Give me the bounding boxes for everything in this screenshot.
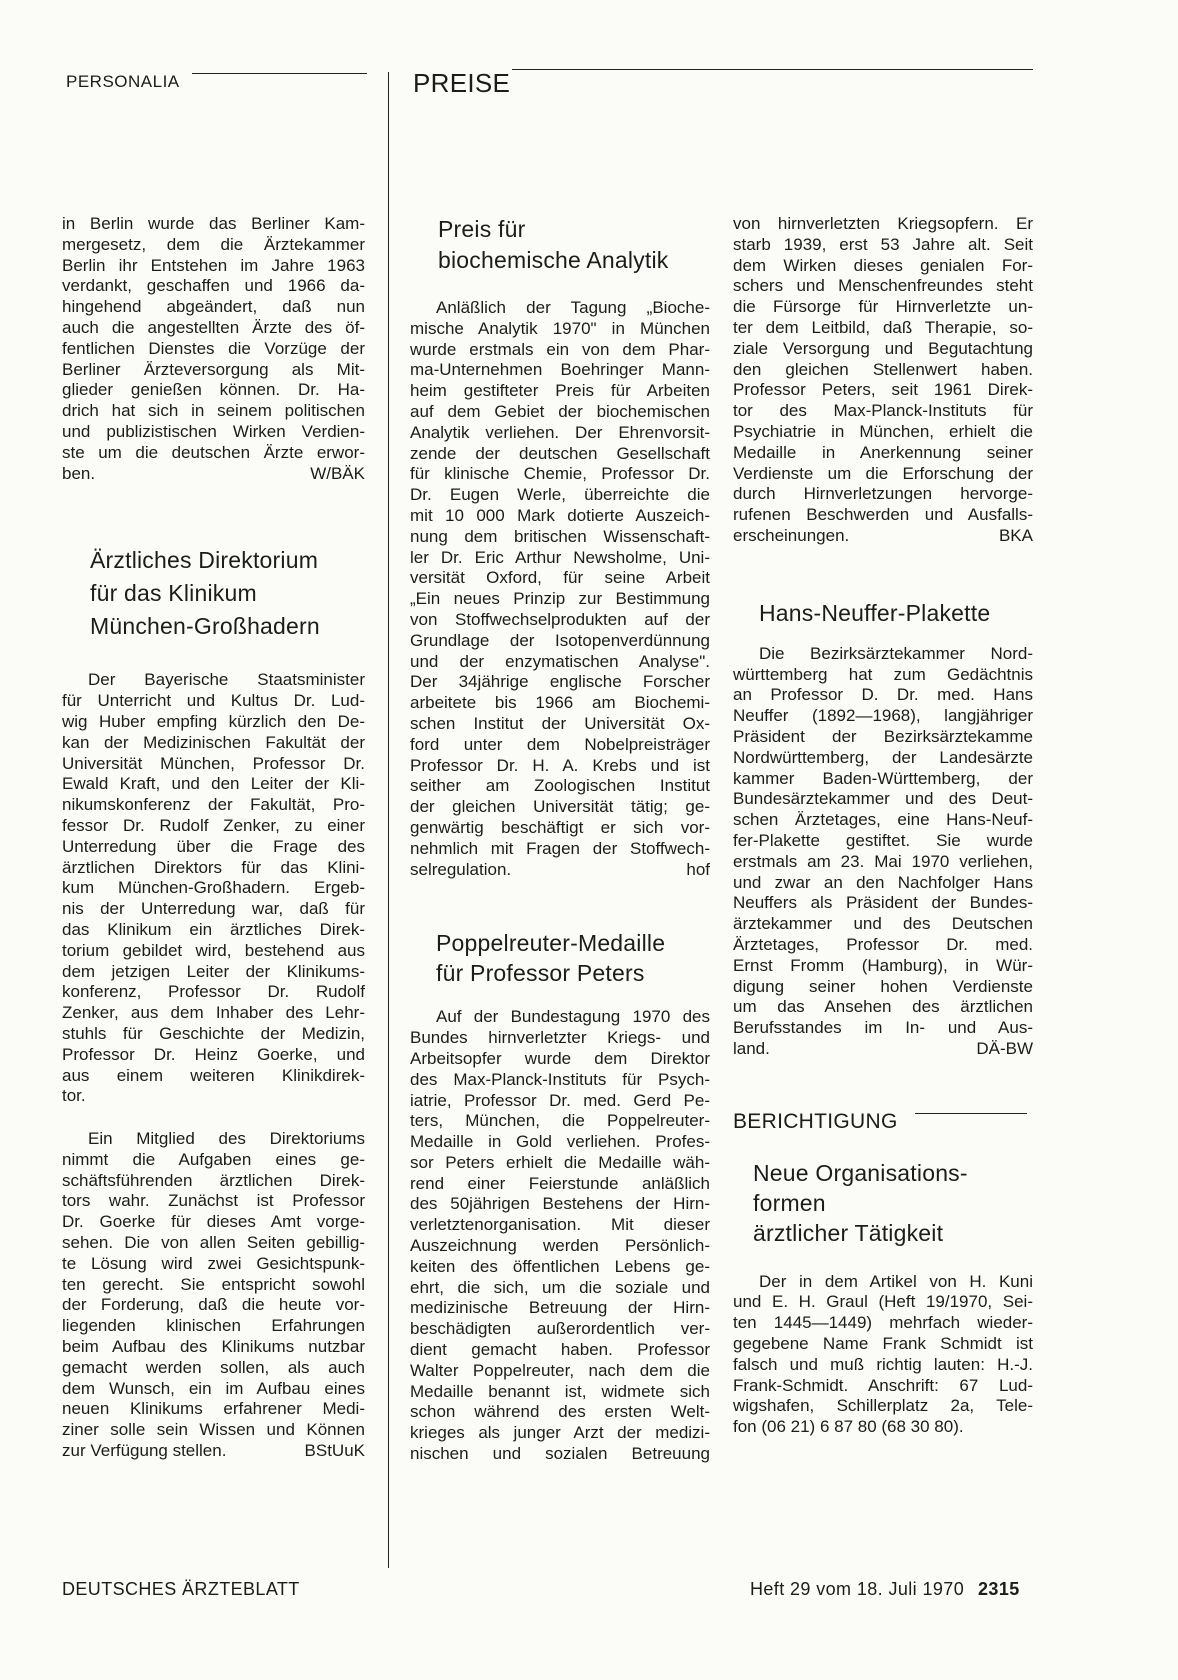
article-heading-poppelreuter — [410, 928, 710, 988]
text-line: ärztekammer und des Deutschen — [733, 914, 1033, 934]
column-1 — [62, 214, 365, 1462]
article-heading-neuffer — [733, 597, 1033, 630]
text-line: ärztlichen Direktors für das Klini- — [62, 857, 365, 877]
author-signature: hof — [686, 859, 710, 879]
text-line: schon während des ersten Welt- — [410, 1402, 710, 1422]
text-line: aus einem weiteren Klinikdirek- — [62, 1065, 365, 1085]
text-line: kammer Baden-Württemberg, der — [733, 768, 1033, 788]
text-line: wigshafen, Schillerplatz 2a, Tele- — [733, 1396, 1033, 1416]
text-line: Neuffers als Präsident der Bundes- — [733, 893, 1033, 913]
text-line: der gleichen Universität tätig; ge- — [410, 797, 710, 817]
text-line: schen Ärztetages, eine Hans-Neuf- — [733, 810, 1033, 830]
heading-line: für das Klinikum — [90, 580, 257, 607]
text-line: das Klinikum ein ärztliches Direk- — [62, 919, 365, 939]
text-line: ziale Versorgung und Begutachtung — [733, 338, 1033, 358]
text-line: nis der Unterredung war, daß für — [62, 899, 365, 919]
heading-line: München-Großhadern — [90, 613, 320, 640]
text-line: Präsident der Bezirksärztekamme — [733, 726, 1033, 746]
text-line: schäftsführenden ärztlichen Direk- — [62, 1170, 365, 1190]
text-line: dient gemacht haben. Professor — [410, 1340, 710, 1360]
author-signature: DÄ-BW — [976, 1038, 1033, 1058]
text-line: drich hat sich in seinem politischen — [62, 401, 365, 421]
text-line: arbeitete bis 1966 am Biochemi- — [410, 693, 710, 713]
text-line: Die Bezirksärztekammer Nord- — [759, 643, 1033, 663]
text-line: krieges als junger Arzt der medizi- — [410, 1423, 710, 1443]
text-line: medizinische Betreuung der Hirn- — [410, 1298, 710, 1318]
text-line: tor. — [62, 1086, 86, 1106]
text-line: Professor Peters, seit 1961 Direk- — [733, 380, 1033, 400]
text-line: für klinische Chemie, Professor Dr. — [410, 464, 710, 484]
section-label-preise: PREISE — [413, 68, 511, 98]
text-line: ters, München, die Poppelreuter- — [410, 1111, 710, 1131]
text-line: Der 34jährige englische Forscher — [410, 672, 710, 692]
text-line: heim gestifteter Preis für Arbeiten — [410, 381, 710, 401]
heading-line: Neue Organisations- — [753, 1159, 968, 1186]
heading-line: für Professor Peters — [436, 960, 645, 987]
text-line: um das Ansehen des ärztlichen — [733, 997, 1033, 1017]
text-line: ziner solle sein Wissen und Können — [62, 1420, 365, 1440]
berichtigung-rule — [915, 1113, 1027, 1114]
text-line: wurde erstmals ein von dem Phar- — [410, 339, 710, 359]
text-line: gegebene Name Frank Schmidt ist — [733, 1334, 1033, 1354]
footer-page-number: 2315 — [978, 1579, 1020, 1599]
text-line: seither am Zoologischen Institut — [410, 776, 710, 796]
text-line: Nordwürttemberg, der Landesärzte — [733, 747, 1033, 767]
text-line: iatrie, Professor Dr. med. Gerd Pe- — [410, 1090, 710, 1110]
text-line: Dr. Goerke für dieses Amt vorge- — [62, 1212, 365, 1232]
text-line: Ärztetages, Professor Dr. med. — [733, 934, 1033, 954]
author-signature: W/BÄK — [310, 463, 365, 483]
text-line: beschädigten außerordentlich ver- — [410, 1319, 710, 1339]
section-label-berichtigung: BERICHTIGUNG — [733, 1109, 898, 1133]
text-line: ten 1445—1449) mehrfach wieder- — [733, 1313, 1033, 1333]
text-line: Verdienste um die Erforschung der — [733, 463, 1033, 483]
text-line: ter dem Leitbild, daß Therapie, so- — [733, 317, 1033, 337]
text-line: kum München-Großhadern. Ergeb- — [62, 878, 365, 898]
text-line: auf dem Gebiet der biochemischen — [410, 401, 710, 421]
text-line: Universität München, Professor Dr. — [62, 753, 365, 773]
text-line: schen Institut der Universität Ox- — [410, 713, 710, 733]
text-line: Ernst Fromm (Hamburg), in Wür- — [733, 955, 1033, 975]
text-line: versität Oxford, für seine Arbeit — [410, 568, 710, 588]
heading-line: ärztlicher Tätigkeit — [753, 1219, 944, 1246]
text-line: durch Hirnverletzungen hervorge- — [733, 484, 1033, 504]
text-line: starb 1939, erst 53 Jahre alt. Seit — [733, 234, 1033, 254]
text-line: zende der deutschen Gesellschaft — [410, 443, 710, 463]
text-line: sor Peters erhielt die Medaille wäh- — [410, 1152, 710, 1172]
text-line: fessor Dr. Rudolf Zenker, zu einer — [62, 815, 365, 835]
text-line: Ein Mitglied des Direktoriums — [88, 1129, 365, 1149]
text-line: Medaille in Gold verliehen. Profes- — [410, 1132, 710, 1152]
text-line: hingehend abgeändert, daß nun — [62, 297, 365, 317]
text-line: mergesetz, dem die Ärztekammer — [62, 234, 365, 254]
text-line: Arbeitsopfer wurde dem Direktor — [410, 1048, 710, 1068]
text-line: falsch und muß richtig lauten: H.-J. — [733, 1354, 1033, 1374]
text-line: Zenker, aus dem Inhaber des Lehr- — [62, 1003, 365, 1023]
text-line: Grundlage der Isotopenverdünnung — [410, 630, 710, 650]
text-line: digung seiner hohen Verdienste — [733, 976, 1033, 996]
text-line: die Fürsorge für Hirnverletzte un- — [733, 297, 1033, 317]
text-line: Berlin ihr Entstehen im Jahre 1963 — [62, 255, 365, 275]
text-line: Medaille in Anerkennung seiner — [733, 442, 1033, 462]
text-line: nehmlich mit Fragen der Stoffwech- — [410, 838, 710, 858]
text-line: genwärtig beschäftigt er sich vor- — [410, 817, 710, 837]
text-line: nikumskonferenz der Fakultät, Pro- — [62, 795, 365, 815]
text-line: fentlichen Dienstes die Vorzüge der — [62, 338, 365, 358]
text-line: rufenen Beschwerden und Ausfalls- — [733, 505, 1033, 525]
heading-line: Ärztliches Direktorium — [90, 547, 319, 574]
article-heading-berichtigung — [733, 1158, 1033, 1248]
text-line: Walter Poppelreuter, nach dem die — [410, 1360, 710, 1380]
text-line: dem Wunsch, ein im Aufbau eines — [62, 1378, 365, 1398]
text-line: Berufsstandes im In- und Aus- — [733, 1018, 1033, 1038]
text-line: und publizistischen Wirken Verdien- — [62, 421, 365, 441]
text-line: sehen. Die von allen Seiten gebillig- — [62, 1233, 365, 1253]
header-rule-right — [512, 69, 1033, 70]
text-line: glieder genießen können. Dr. Ha- — [62, 380, 365, 400]
text-line: Dr. Eugen Werle, überreichte die — [410, 485, 710, 505]
text-line: Auf der Bundestagung 1970 des — [436, 1007, 710, 1027]
text-line: dem jetzigen Leiter der Klinikums- — [62, 961, 365, 981]
text-line: an Professor D. Dr. med. Hans — [733, 685, 1033, 705]
text-line: ford unter dem Nobelpreisträger — [410, 734, 710, 754]
header-rule-left — [192, 73, 367, 74]
text-line: Frank-Schmidt. Anschrift: 67 Lud- — [733, 1375, 1033, 1395]
footer-journal-name: DEUTSCHES ÄRZTEBLATT — [62, 1579, 300, 1599]
text-line: Analytik verliehen. Der Ehrenvorsit- — [410, 422, 710, 442]
text-line: ten gerecht. Sie entspricht sowohl — [62, 1274, 365, 1294]
closing-line — [62, 464, 365, 485]
text-line: württemberg hat zum Gedächtnis — [733, 664, 1033, 684]
text-line: Unterredung über die Frage des — [62, 836, 365, 856]
text-line: tor des Max-Planck-Instituts für — [733, 401, 1033, 421]
text-line: zur Verfügung stellen. — [62, 1441, 227, 1461]
text-line: gemacht werden sollen, als auch — [62, 1357, 365, 1377]
heading-line: Hans-Neuffer-Plakette — [759, 599, 991, 626]
text-line: verdankt, geschaffen und 1966 da- — [62, 276, 365, 296]
heading-line: Preis für — [438, 216, 526, 242]
column-2 — [410, 214, 710, 1465]
text-line: nischen und sozialen Betreuung — [410, 1444, 710, 1464]
text-line: fer-Plakette gestiftet. Sie wurde — [733, 830, 1033, 850]
text-line: Der Bayerische Staatsminister — [88, 670, 365, 690]
text-line: Neuffer (1892—1968), langjähriger — [733, 706, 1033, 726]
text-line: Auszeichnung werden Persönlich- — [410, 1236, 710, 1256]
text-line: keiten des öffentlichen Lebens ge- — [410, 1256, 710, 1276]
text-line: in Berlin wurde das Berliner Kam- — [62, 214, 365, 233]
closing-line — [733, 526, 1033, 547]
author-signature: BStUuK — [304, 1441, 365, 1461]
text-line: Medaille benannt ist, widmete sich — [410, 1381, 710, 1401]
text-line: und zwar an den Nachfolger Hans — [733, 872, 1033, 892]
section-label-personalia: PERSONALIA — [66, 72, 180, 91]
text-line: ler Dr. Eric Arthur Newsholme, Uni- — [410, 547, 710, 567]
text-line: den gleichen Stellenwert haben. — [733, 359, 1033, 379]
text-line: ben. — [62, 463, 96, 483]
text-line: Bundesärztekammer und des Deut- — [733, 789, 1033, 809]
text-line: Berliner Ärzteversorgung als Mit- — [62, 359, 365, 379]
text-line: rend einer Feierstunde anläßlich — [410, 1173, 710, 1193]
heading-line: formen — [753, 1189, 826, 1216]
text-line: auch die angestellten Ärzte des öf- — [62, 317, 365, 337]
text-line: torium gebildet wird, bestehend aus — [62, 940, 365, 960]
closing-line — [62, 1441, 365, 1462]
text-line: schers und Menschenfreundes steht — [733, 276, 1033, 296]
closing-line — [410, 860, 710, 881]
text-line: land. — [733, 1038, 770, 1058]
closing-line — [733, 1039, 1033, 1060]
text-line: fon (06 21) 6 87 80 (68 30 80). — [733, 1417, 964, 1437]
column-divider — [388, 72, 389, 1568]
text-line: mische Analytik 1970" in München — [410, 318, 710, 338]
text-line: Der in dem Artikel von H. Kuni — [759, 1271, 1033, 1291]
text-line: und der enzymatischen Analyse". — [410, 651, 710, 671]
text-line: des Max-Planck-Instituts für Psych- — [410, 1069, 710, 1089]
text-line: und E. H. Graul (Heft 19/1970, Sei- — [733, 1292, 1033, 1312]
text-line: Professor Dr. H. A. Krebs und ist — [410, 755, 710, 775]
text-line: beim Aufbau des Klinikums nutzbar — [62, 1337, 365, 1357]
text-line: von Stoffwechselprodukten auf der — [410, 609, 710, 629]
article-heading-direktorium — [62, 544, 365, 643]
text-line: kan der Medizinischen Fakultät der — [62, 732, 365, 752]
article-body-berichtigung — [733, 1272, 1033, 1438]
text-line: ma-Unternehmen Boehringer Mann- — [410, 360, 710, 380]
author-signature: BKA — [998, 525, 1033, 545]
text-line: selregulation. — [410, 859, 512, 879]
article-body-poppelreuter — [410, 1007, 710, 1465]
column-3 — [733, 214, 1033, 1438]
article-body-direktorium — [62, 670, 365, 1107]
text-line: tors wahr. Zunächst ist Professor — [62, 1191, 365, 1211]
text-line: wig Huber empfing kürzlich den De- — [62, 711, 365, 731]
text-line: neuen Klinikums erfahrener Medi- — [62, 1399, 365, 1419]
article-continuation — [62, 214, 365, 484]
text-line: Professor Dr. Heinz Goerke, und — [62, 1044, 365, 1064]
article-body-preis — [410, 298, 710, 880]
text-line: nimmt die Aufgaben eines ge- — [62, 1149, 365, 1169]
article-body-poppelreuter-cont — [733, 214, 1033, 547]
text-line: Psychiatrie in München, erhielt die — [733, 421, 1033, 441]
text-line: von hirnverletzten Kriegsopfern. Er — [733, 214, 1033, 233]
text-line: Anläßlich der Tagung „Bioche- — [436, 298, 710, 317]
article-body-neuffer — [733, 644, 1033, 1060]
footer-issue: Heft 29 vom 18. Juli 1970 — [750, 1579, 965, 1599]
text-line: „Ein neues Prinzip zur Bestimmung — [410, 589, 710, 609]
text-line: verletztenorganisation. Mit dieser — [410, 1215, 710, 1235]
text-line: dem Wirken dieses genialen For- — [733, 255, 1033, 275]
article-body-direktorium-2 — [62, 1129, 365, 1462]
text-line: ste um die deutschen Ärzte erwor- — [62, 442, 365, 462]
text-line: Ewald Kraft, und den Leiter der Kli- — [62, 774, 365, 794]
heading-line: Poppelreuter-Medaille — [436, 930, 666, 957]
text-line: der Forderung, daß die heute vor- — [62, 1295, 365, 1315]
text-line: nung dem britischen Wissenschaft- — [410, 526, 710, 546]
text-line: mit 10 000 Mark dotierte Auszeich- — [410, 505, 710, 525]
text-line: des 50jährigen Bestehens der Hirn- — [410, 1194, 710, 1214]
text-line: erstmals am 23. Mai 1970 verliehen, — [733, 851, 1033, 871]
heading-line: biochemische Analytik — [438, 247, 669, 273]
text-line: für Unterricht und Kultus Dr. Lud- — [62, 691, 365, 711]
text-line: te Lösung wird zwei Gesichtspunk- — [62, 1253, 365, 1273]
text-line: Bundes hirnverletzter Kriegs- und — [410, 1028, 710, 1048]
text-line: liegenden klinischen Erfahrungen — [62, 1316, 365, 1336]
text-line: erscheinungen. — [733, 525, 850, 545]
text-line: ehrt, die sich, um die soziale und — [410, 1277, 710, 1297]
text-line: konferenz, Professor Dr. Rudolf — [62, 982, 365, 1002]
text-line: stuhls für Geschichte der Medizin, — [62, 1023, 365, 1043]
article-heading-preis — [410, 214, 710, 276]
